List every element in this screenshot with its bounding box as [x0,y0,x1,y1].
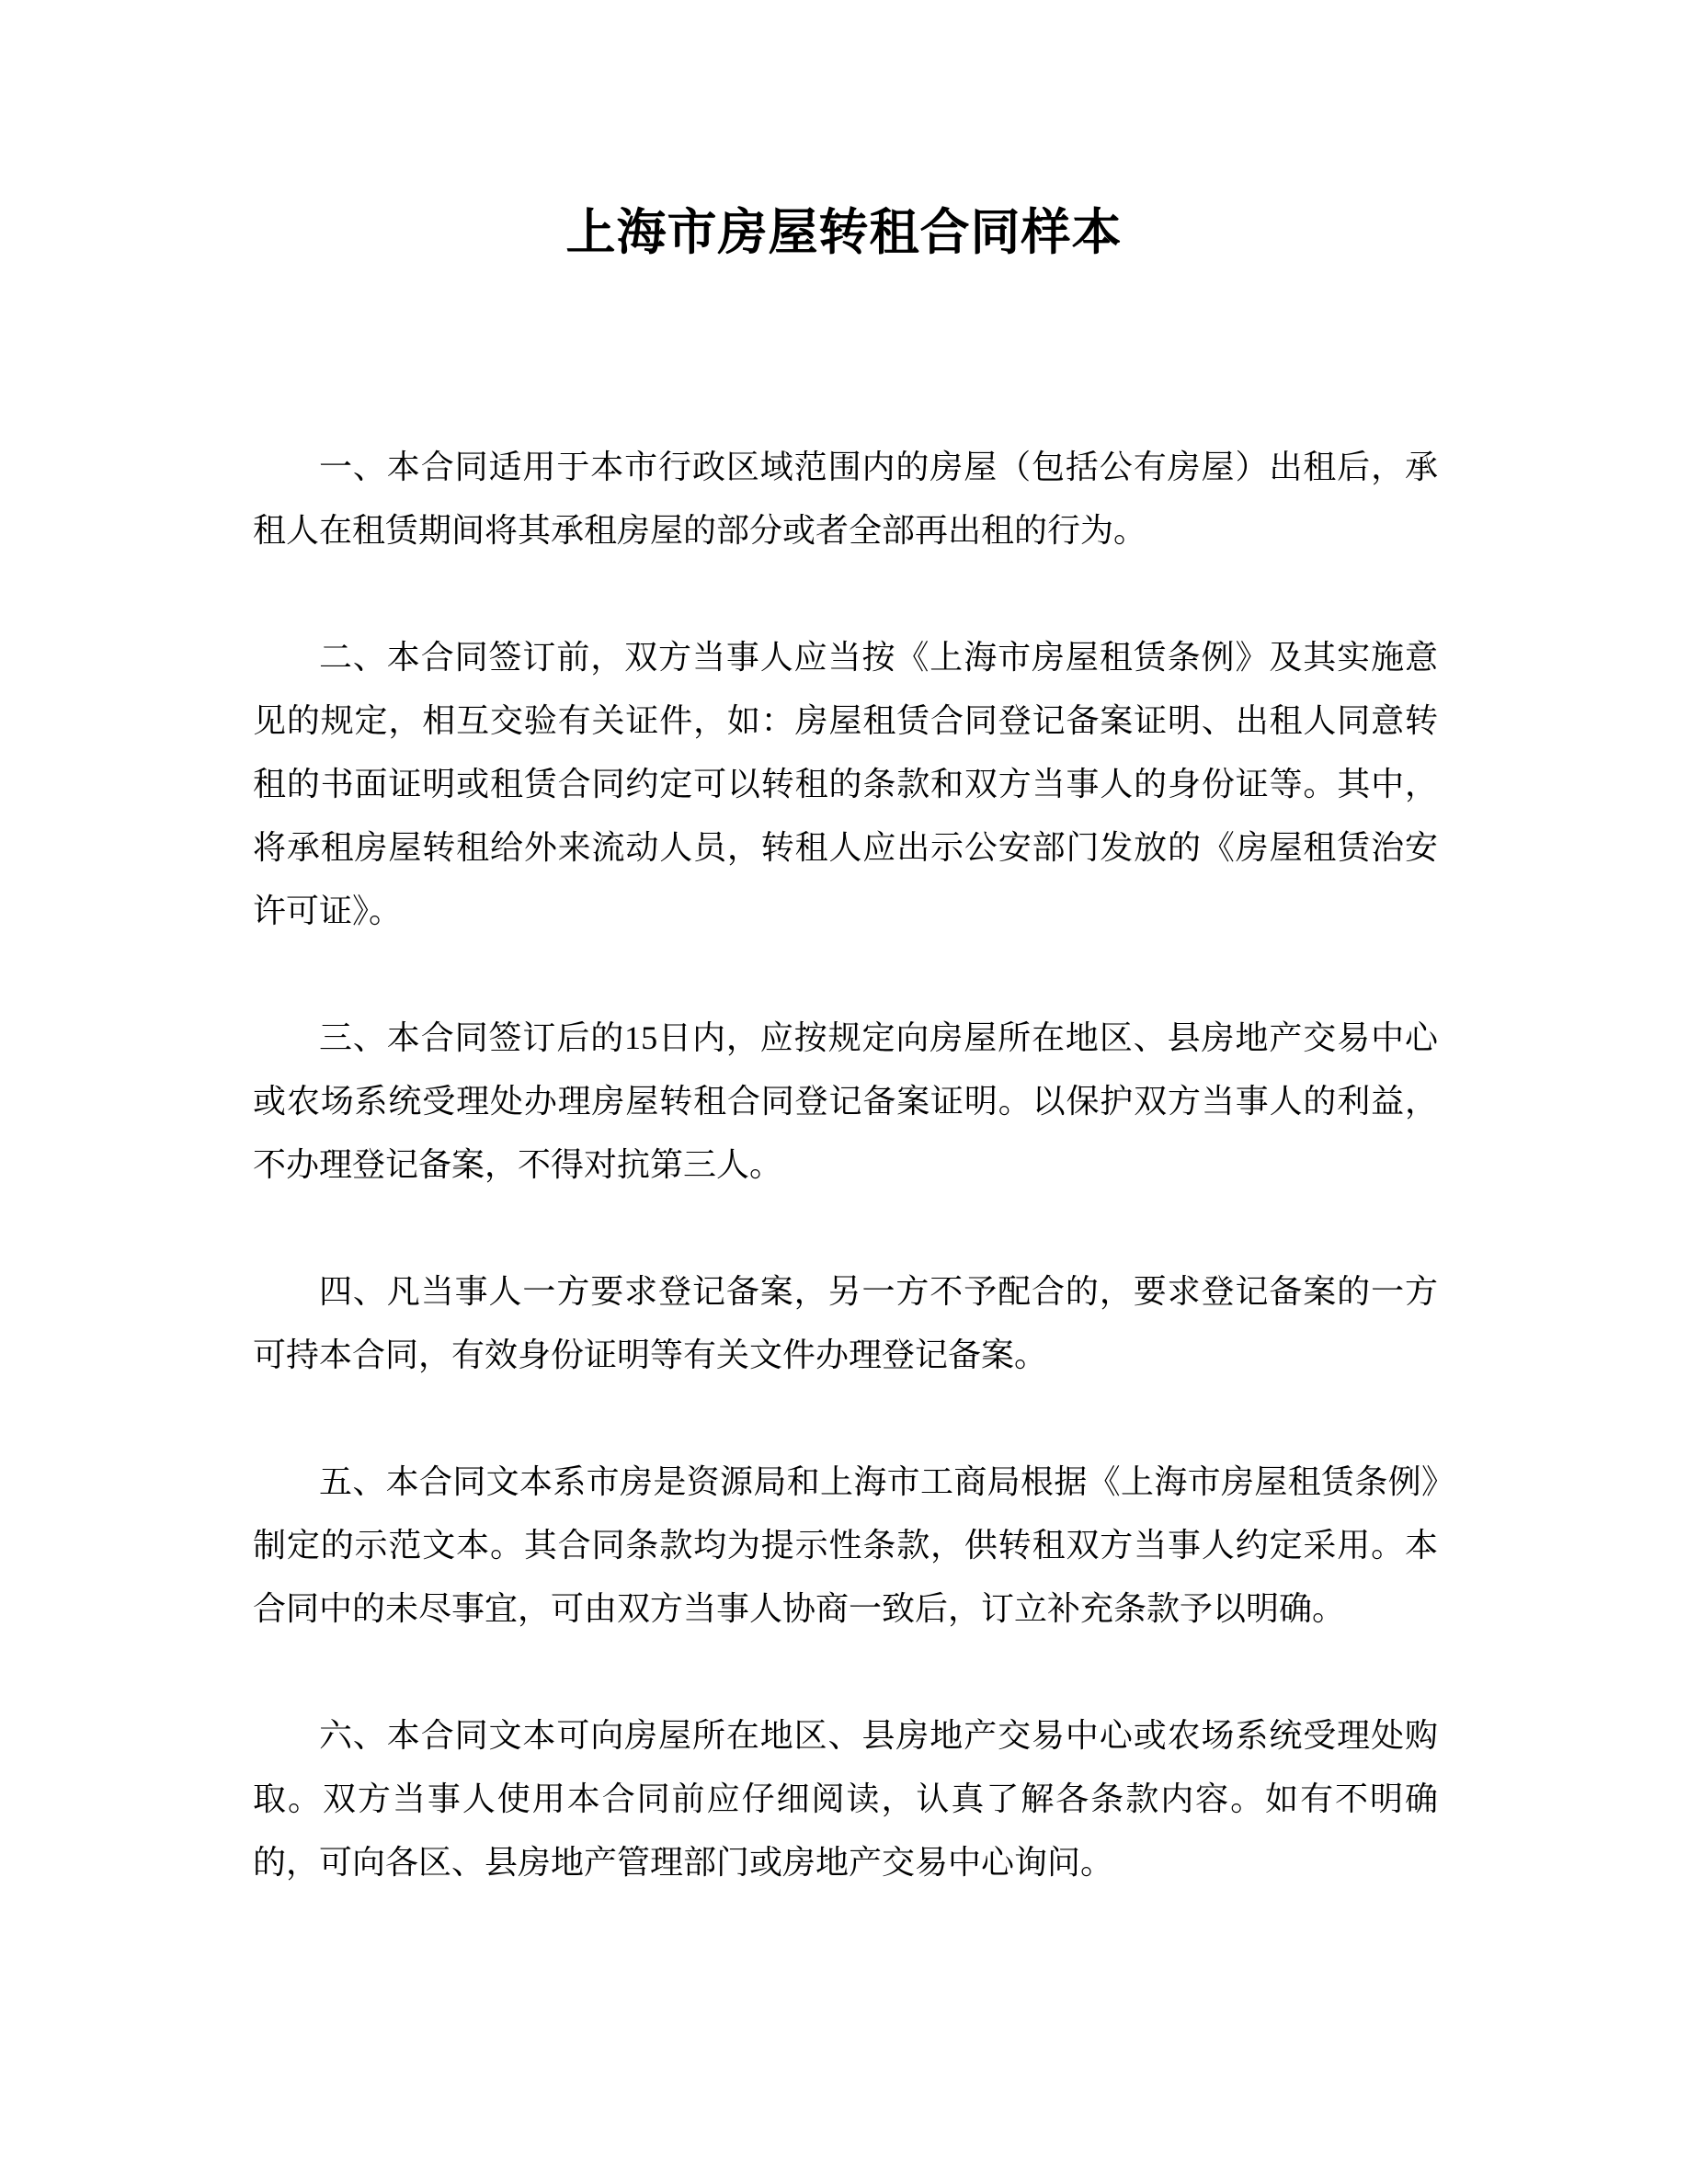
contract-clause-3: 三、本合同签订后的15日内，应按规定向房屋所在地区、县房地产交易中心或农场系统受理处办理房屋转租合同登记备案证明。以保护双方当事人的利益，不办理登记备案，不得对抗第三人。 [253,1019,1438,1183]
contract-clause-6: 六、本合同文本可向房屋所在地区、县房地产交易中心或农场系统受理处购取。双方当事人使用本合同前应仔细阅读，认真了解各条款内容。如有不明确的，可向各区、县房地产管理部门或房地产交易中心询问。 [253,1717,1438,1881]
contract-clause-2: 二、本合同签订前，双方当事人应当按《上海市房屋租赁条例》及其实施意见的规定，相互交验有关证件，如：房屋租赁合同登记备案证明、出租人同意转租的书面证明或租赁合同约定可以转租的条款和双方当事人的身份证等。其中，将承租房屋转租给外来流动人员，转租人应出示公安部门发放的《房屋租赁治安许可证》。 [253,639,1438,929]
contract-clause-5: 五、本合同文本系市房是资源局和上海市工商局根据《上海市房屋租赁条例》制定的示范文本。其合同条款均为提示性条款，供转租双方当事人约定采用。本合同中的未尽事宜，可由双方当事人协商一致后，订立补充条款予以明确。 [253,1463,1438,1627]
contract-clause-1: 一、本合同适用于本市行政区域范围内的房屋（包括公有房屋）出租后，承租人在租赁期间将其承租房屋的部分或者全部再出租的行为。 [253,449,1438,549]
contract-clause-4: 四、凡当事人一方要求登记备案，另一方不予配合的，要求登记备案的一方可持本合同，有效身份证明等有关文件办理登记备案。 [253,1273,1438,1373]
document-body [0,261,1688,1894]
document-title: 上海市房屋转租合同样本 [565,205,1123,260]
